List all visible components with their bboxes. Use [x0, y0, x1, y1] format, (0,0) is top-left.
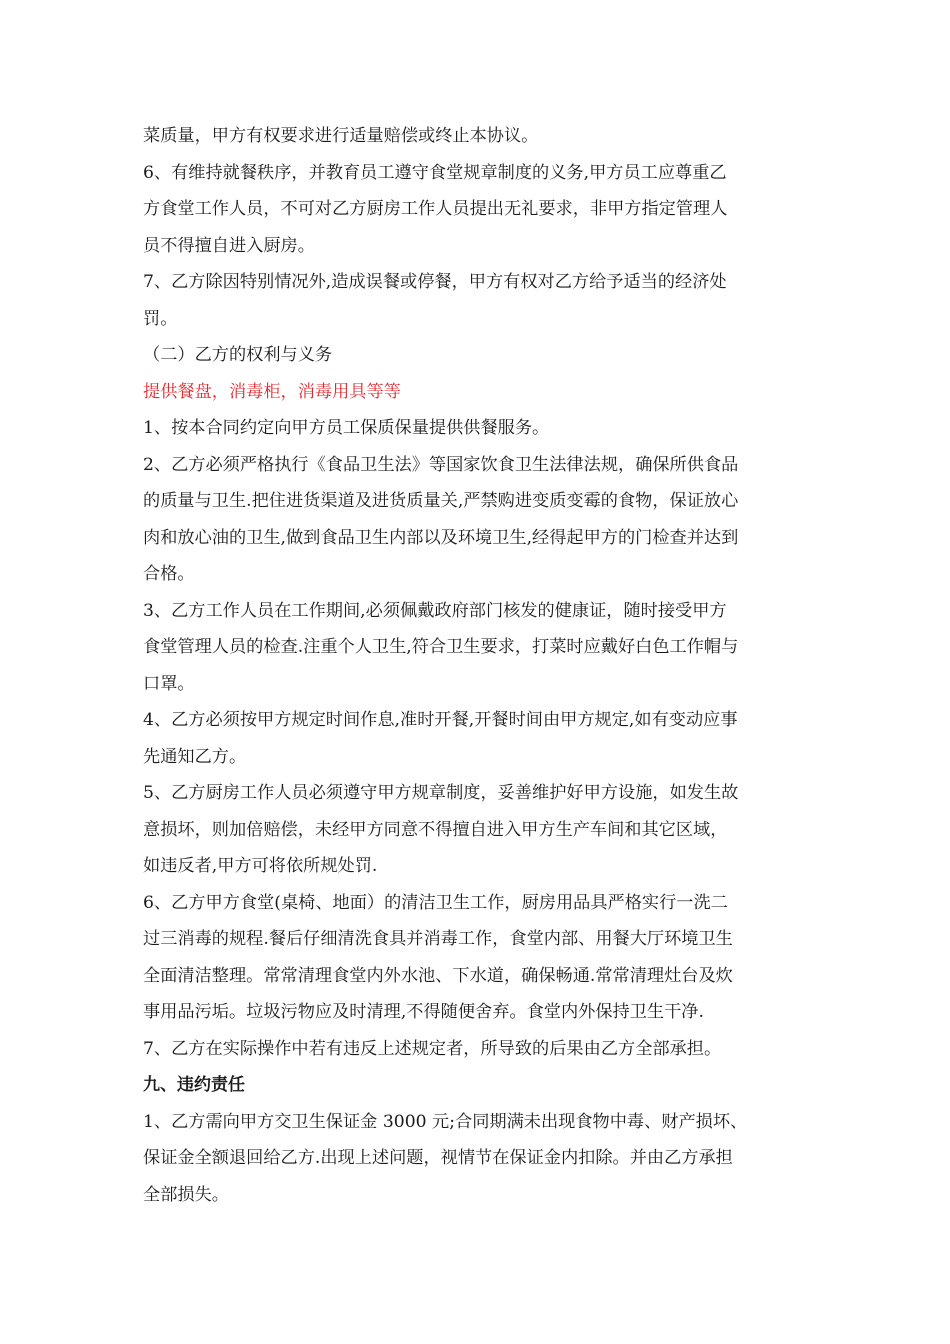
text-line: 肉和放心油的卫生,做到食品卫生内部以及环境卫生,经得起甲方的门检查并达到: [143, 527, 739, 548]
text-line: 4、乙方必须按甲方规定时间作息,准时开餐,开餐时间由甲方规定,如有变动应事: [143, 710, 738, 730]
text-line: 的质量与卫生.把住进货渠道及进货质量关,严禁购进变质变霉的食物，保证放心: [143, 491, 739, 511]
subsection-heading: （二）乙方的权利与义务: [143, 345, 333, 365]
text-line: 意损坏，则加倍赔偿，未经甲方同意不得擅自进入甲方生产车间和其它区域，: [143, 819, 728, 840]
text-line: 员不得擅自进入厨房。: [143, 235, 315, 256]
text-line: 5、乙方厨房工作人员必须遵守甲方规章制度，妥善维护好甲方设施，如发生故: [143, 783, 739, 803]
text-line: 全部损失。: [143, 1184, 229, 1205]
document-page: [143, 118, 811, 1213]
text-line: 7、乙方在实际操作中若有违反上述规定者，所导致的后果由乙方全部承担。: [143, 1038, 722, 1059]
text-line: 如违反者,甲方可将依所规处罚.: [143, 856, 378, 876]
text-line: 过三消毒的规程.餐后仔细清洗食具并消毒工作，食堂内部、用餐大厅环境卫生: [143, 929, 733, 949]
text-line: 2、乙方必须严格执行《食品卫生法》等国家饮食卫生法律法规，确保所供食品: [143, 454, 739, 475]
text-line: 1、乙方需向甲方交卫生保证金 3000 元;合同期满未出现食物中毒、财产损坏、: [143, 1111, 748, 1132]
text-line: 先通知乙方。: [143, 746, 247, 767]
text-line: 3、乙方工作人员在工作期间,必须佩戴政府部门核发的健康证，随时接受甲方: [143, 600, 727, 621]
text-line: 罚。: [143, 308, 178, 329]
text-line: 食堂管理人员的检查.注重个人卫生,符合卫生要求，打菜时应戴好白色工作帽与: [143, 637, 739, 657]
text-line: 合格。: [143, 564, 195, 584]
text-line: 方食堂工作人员，不可对乙方厨房工作人员提出无礼要求，非甲方指定管理人: [143, 199, 728, 219]
text-line: 6、乙方甲方食堂(桌椅、地面）的清洁卫生工作，厨房用品具严格实行一洗二: [143, 892, 728, 913]
text-line: 1、按本合同约定向甲方员工保质保量提供供餐服务。: [143, 418, 550, 438]
text-line: 事用品污垢。垃圾污物应及时清理,不得随便舍弃。食堂内外保持卫生干净.: [143, 1002, 704, 1022]
text-line: 保证金全额退回给乙方.出现上述问题，视情节在保证金内扣除。并由乙方承担: [143, 1148, 733, 1168]
text-line: 全面清洁整理。常常清理食堂内外水池、下水道，确保畅通.常常清理灶台及炊: [143, 965, 733, 986]
text-line: 菜质量，甲方有权要求进行适量赔偿或终止本协议。: [143, 126, 539, 146]
text-line: 口罩。: [143, 673, 195, 694]
text-line: 6、有维持就餐秩序，并教育员工遵守食堂规章制度的义务,甲方员工应尊重乙: [143, 162, 727, 183]
text-line: 7、乙方除因特别情况外,造成误餐或停餐，甲方有权对乙方给予适当的经济处: [143, 272, 727, 292]
section-heading: 九、违约责任: [143, 1075, 245, 1095]
red-annotation: 提供餐盘，消毒柜，消毒用具等等: [143, 381, 401, 402]
